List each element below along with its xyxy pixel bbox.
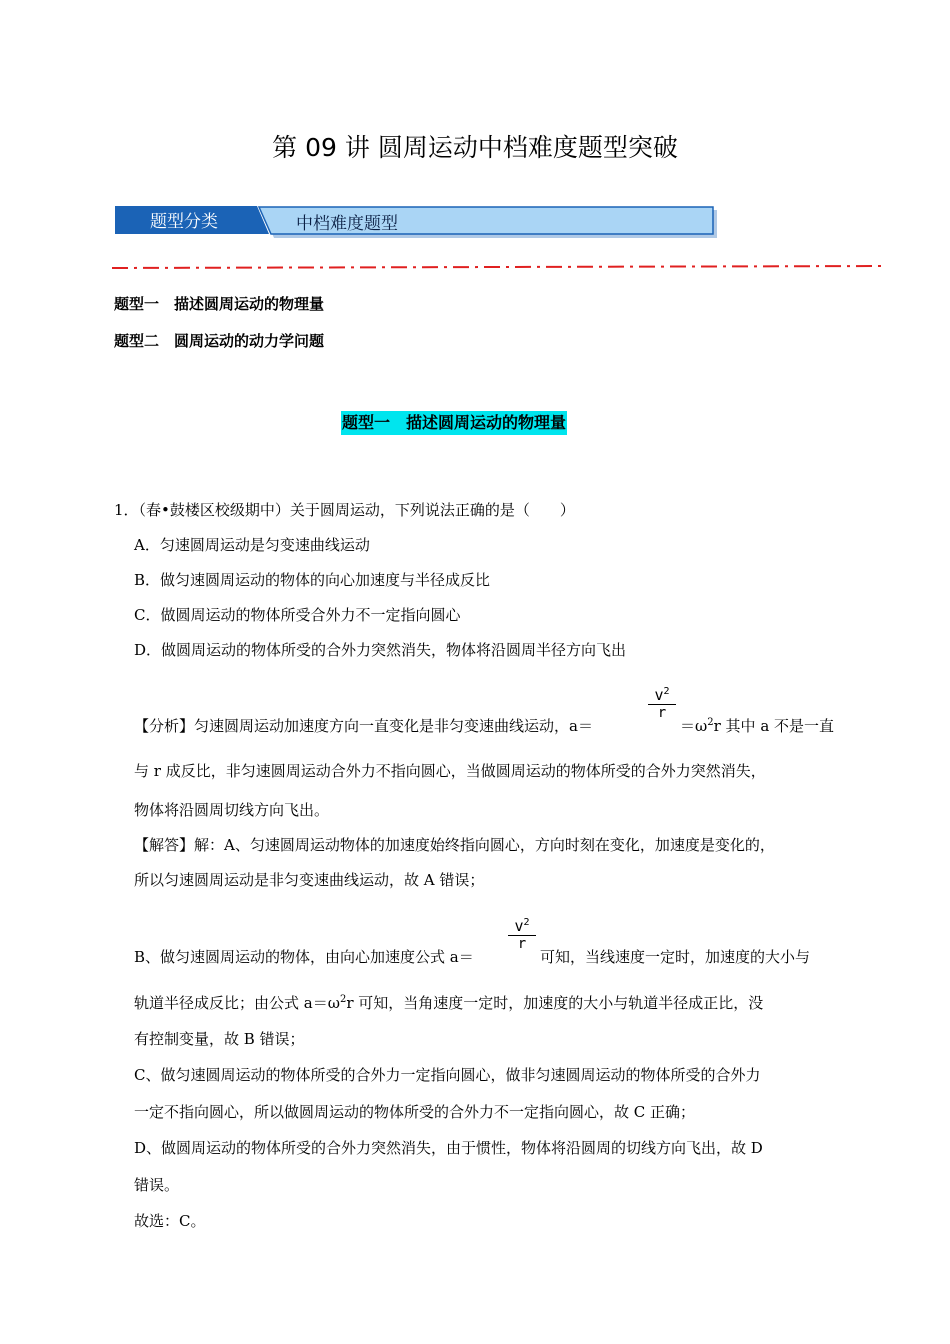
analysis-text-a: 【分析】匀速圆周运动加速度方向一直变化是非匀变速曲线运动， [134, 717, 570, 735]
banner-text: 中档难度题型 [296, 214, 398, 234]
solution-line-1: 【解答】解：A、匀速圆周运动物体的加速度始终指向圆心，方向时刻在变化，加速度是变化的， [134, 836, 775, 854]
analysis-line-1 [134, 715, 593, 736]
dash-dot-divider [112, 262, 887, 272]
solution-line-4-a: 轨道半径成反比；由公式 a＝ω [134, 994, 340, 1012]
solution-line-b-tail: 可知，当线速度一定时，加速度的大小与 [540, 948, 811, 966]
fraction-exponent: 2 [663, 686, 670, 697]
analysis-text-c: ＝ω [680, 717, 708, 735]
analysis-line-2: 与 r 成反比，非匀速圆周运动合外力不指向圆心，当做圆周运动的物体所受的合外力突然消失， [134, 762, 766, 780]
solution-line-b-lead: B、做匀速圆周运动的物体，由向心加速度公式 a＝ [134, 948, 474, 966]
toc-item-1: 题型一 描述圆周运动的物理量 [114, 295, 325, 313]
analysis-text-b: a＝ [569, 717, 593, 735]
solution-line-4-exponent: 2 [339, 994, 347, 1005]
analysis-text-d: r 其中 a 不是一直 [713, 717, 835, 735]
analysis-line-3: 物体将沿圆周切线方向飞出。 [134, 801, 330, 819]
solution-line-4 [134, 992, 763, 1013]
solution-fraction-v2-over-r [508, 913, 536, 952]
fraction-v2-over-r [648, 682, 676, 721]
fraction-numerator: v [654, 686, 664, 704]
page-title: 第 09 讲 圆周运动中档难度题型突破 [272, 133, 678, 162]
option-d: D．做圆周运动的物体所受的合外力突然消失，物体将沿圆周半径方向飞出 [134, 641, 627, 659]
solution-fraction-denominator: r [517, 936, 527, 952]
answer-line: 故选：C。 [134, 1212, 206, 1230]
option-c: C．做圆周运动的物体所受合外力不一定指向圆心 [134, 606, 461, 624]
banner-tag: 题型分类 [150, 212, 218, 232]
solution-line-2: 所以匀速圆周运动是非匀变速曲线运动，故 A 错误； [134, 871, 485, 889]
solution-line-8: D、做圆周运动的物体所受的合外力突然消失，由于惯性，物体将沿圆周的切线方向飞出，故 D [134, 1139, 763, 1157]
section-heading: 题型一 描述圆周运动的物理量 [341, 411, 567, 435]
solution-line-6: C、做匀速圆周运动的物体所受的合外力一定指向圆心，做非匀速圆周运动的物体所受的合外力 [134, 1066, 761, 1084]
solution-line-4-b: r 可知，当角速度一定时，加速度的大小与轨道半径成正比，没 [346, 994, 764, 1012]
solution-line-9: 错误。 [134, 1176, 180, 1194]
solution-line-5: 有控制变量，故 B 错误； [134, 1030, 305, 1048]
analysis-line-1-tail [680, 715, 834, 736]
fraction-denominator: r [657, 705, 667, 721]
option-a: A．匀速圆周运动是匀变速曲线运动 [134, 536, 370, 554]
solution-line-7: 一定不指向圆心，所以做圆周运动的物体所受的合外力不一定指向圆心，故 C 正确； [134, 1103, 696, 1121]
question-stem: 1．（春•鼓楼区校级期中）关于圆周运动，下列说法正确的是（ ） [114, 501, 575, 519]
option-b: B．做匀速圆周运动的物体的向心加速度与半径成反比 [134, 571, 491, 589]
solution-fraction-exponent: 2 [523, 917, 530, 928]
solution-fraction-numerator: v [514, 917, 524, 935]
toc-item-2: 题型二 圆周运动的动力学问题 [114, 332, 325, 350]
analysis-exponent: 2 [707, 717, 714, 728]
